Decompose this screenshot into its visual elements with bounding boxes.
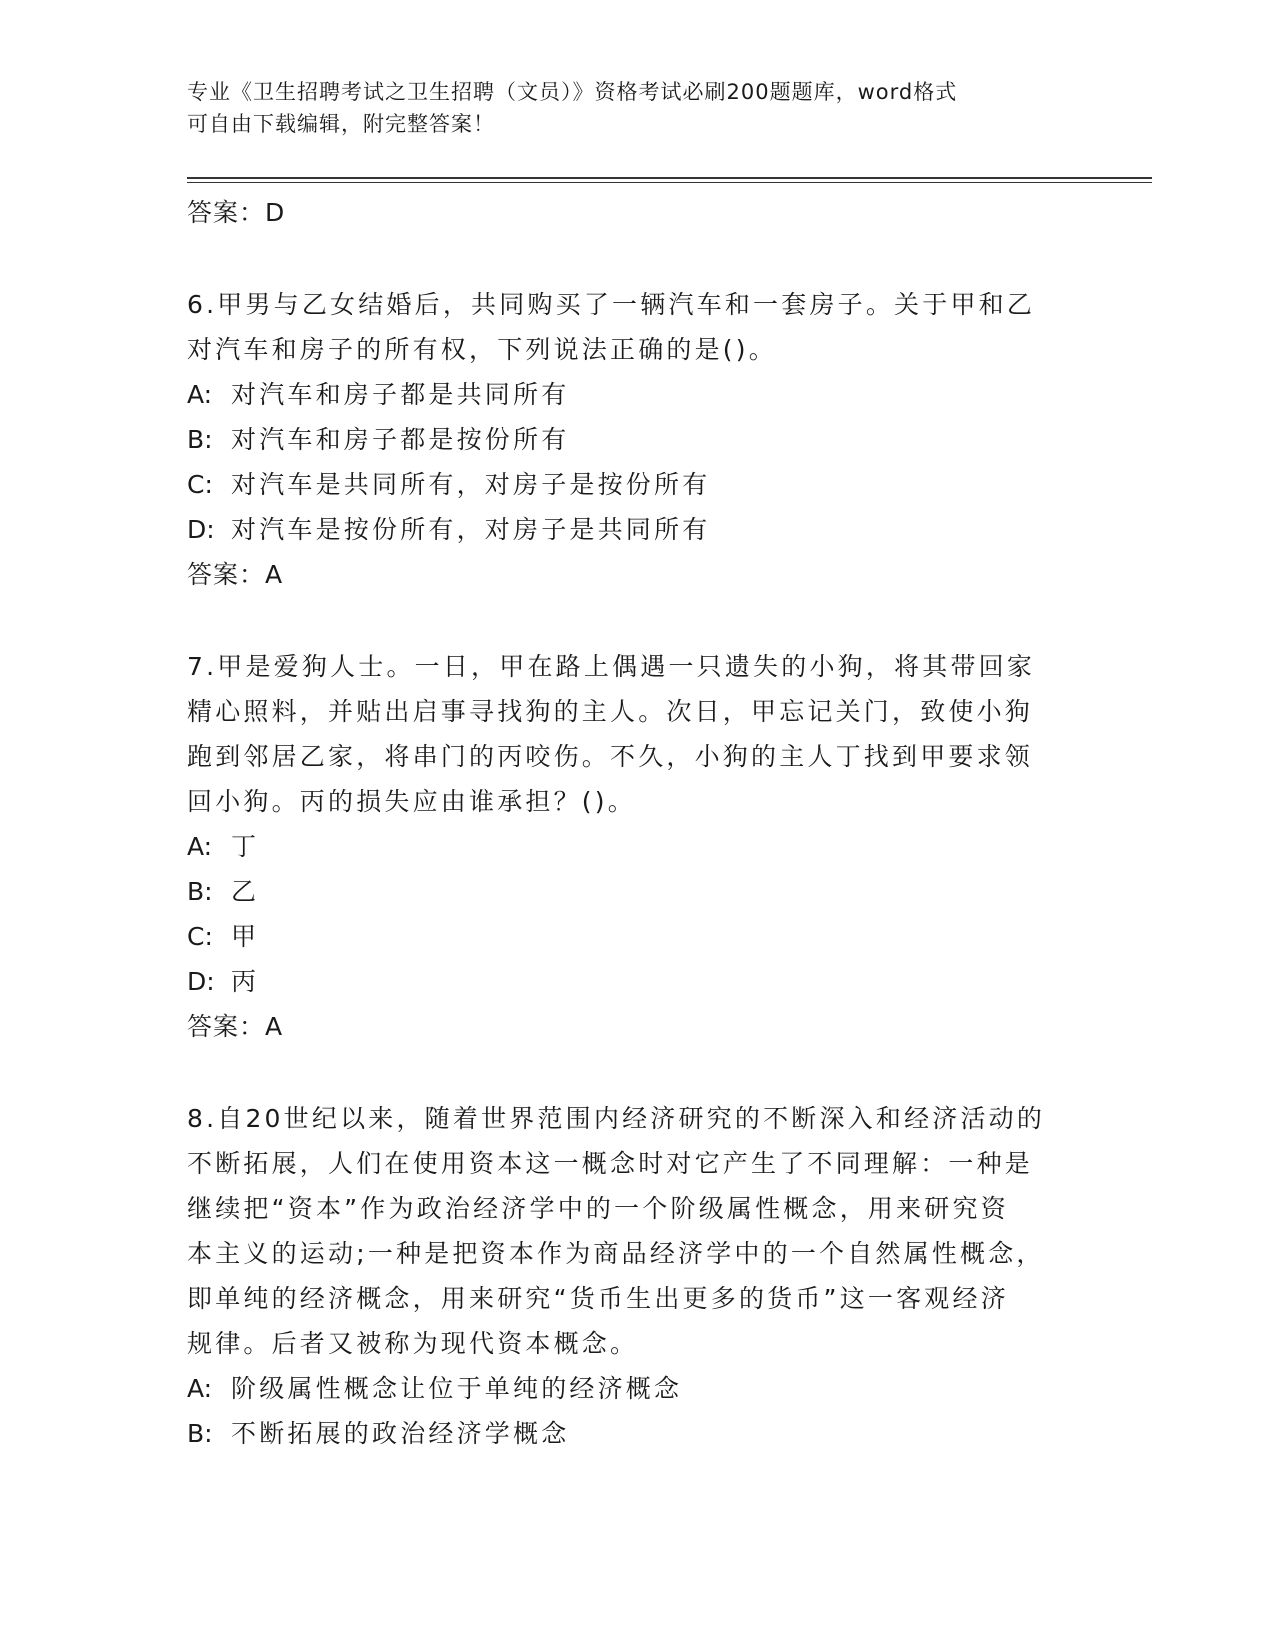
question-stem-line: 本主义的运动;一种是把资本作为商品经济学中的一个自然属性概念， (187, 1239, 1045, 1268)
header-divider-top (187, 177, 1152, 179)
question-stem-line: 7.甲是爱狗人士。一日，甲在路上偶遇一只遗失的小狗，将其带回家 (187, 652, 1036, 681)
question-stem-line: 跑到邻居乙家，将串门的丙咬伤。不久，小狗的主人丁找到甲要求领 (187, 742, 1034, 771)
answer-line (187, 190, 1087, 235)
question-stem-line: 6.甲男与乙女结婚后，共同购买了一辆汽车和一套房子。关于甲和乙 (187, 290, 1036, 319)
option-text: 阶级属性概念让位于单纯的经济概念 (231, 1374, 683, 1403)
option-letter: B: (187, 877, 213, 906)
option-text: 乙 (231, 877, 260, 906)
option-text: 丙 (231, 967, 260, 996)
header-line-2: 可自由下载编辑，附完整答案！ (187, 112, 495, 136)
option-letter: C: (187, 922, 213, 951)
answer-value: D (265, 198, 286, 227)
option-letter: A: (187, 1374, 213, 1403)
option-a (187, 372, 1087, 417)
question-6 (187, 282, 1087, 597)
option-d (187, 959, 1087, 1004)
option-letter: B: (187, 425, 213, 454)
option-text: 对汽车是按份所有，对房子是共同所有 (231, 515, 711, 544)
option-text: 不断拓展的政治经济学概念 (231, 1419, 570, 1448)
answer-label: 答案： (187, 1012, 266, 1041)
question-stem-line: 不断拓展，人们在使用资本这一概念时对它产生了不同理解：一种是 (187, 1149, 1034, 1178)
option-a (187, 1366, 1087, 1411)
option-letter: C: (187, 470, 213, 499)
question-8 (187, 1096, 1087, 1456)
question-stem-line: 对汽车和房子的所有权，下列说法正确的是()。 (187, 335, 777, 364)
option-b (187, 417, 1087, 462)
option-letter: A: (187, 832, 213, 861)
answer-value: A (265, 560, 284, 589)
option-letter: A: (187, 380, 213, 409)
question-stem-line: 精心照料，并贴出启事寻找狗的主人。次日，甲忘记关门，致使小狗 (187, 697, 1034, 726)
question-stem-line: 即单纯的经济概念，用来研究“货币生出更多的货币”这一客观经济 (187, 1284, 1009, 1313)
answer-line (187, 1004, 1087, 1049)
header-divider-bottom (187, 182, 1152, 183)
question-stem-line: 8.自20世纪以来，随着世界范围内经济研究的不断深入和经济活动的 (187, 1104, 1046, 1133)
question-stem-line: 继续把“资本”作为政治经济学中的一个阶级属性概念，用来研究资 (187, 1194, 1009, 1223)
option-letter: D: (187, 967, 215, 996)
option-text: 对汽车和房子都是共同所有 (231, 380, 570, 409)
header-line-1: 专业《卫生招聘考试之卫生招聘（文员）》资格考试必刷200题题库，word格式 (187, 80, 958, 104)
document-header (187, 76, 1087, 140)
option-letter: D: (187, 515, 215, 544)
option-letter: B: (187, 1419, 213, 1448)
answer-value: A (265, 1012, 284, 1041)
question-stem-line: 规律。后者又被称为现代资本概念。 (187, 1329, 639, 1358)
question-stem-line: 回小狗。丙的损失应由谁承担？()。 (187, 787, 636, 816)
option-c (187, 462, 1087, 507)
option-b (187, 1411, 1087, 1456)
option-text: 丁 (231, 832, 260, 861)
option-c (187, 914, 1087, 959)
option-text: 对汽车和房子都是按份所有 (231, 425, 570, 454)
answer-label: 答案： (187, 560, 266, 589)
option-text: 对汽车是共同所有，对房子是按份所有 (231, 470, 711, 499)
option-d (187, 507, 1087, 552)
question-list (187, 190, 1087, 1456)
answer-label: 答案： (187, 198, 266, 227)
question-7 (187, 644, 1087, 1049)
option-a (187, 824, 1087, 869)
option-b (187, 869, 1087, 914)
answer-line (187, 552, 1087, 597)
option-text: 甲 (231, 922, 260, 951)
